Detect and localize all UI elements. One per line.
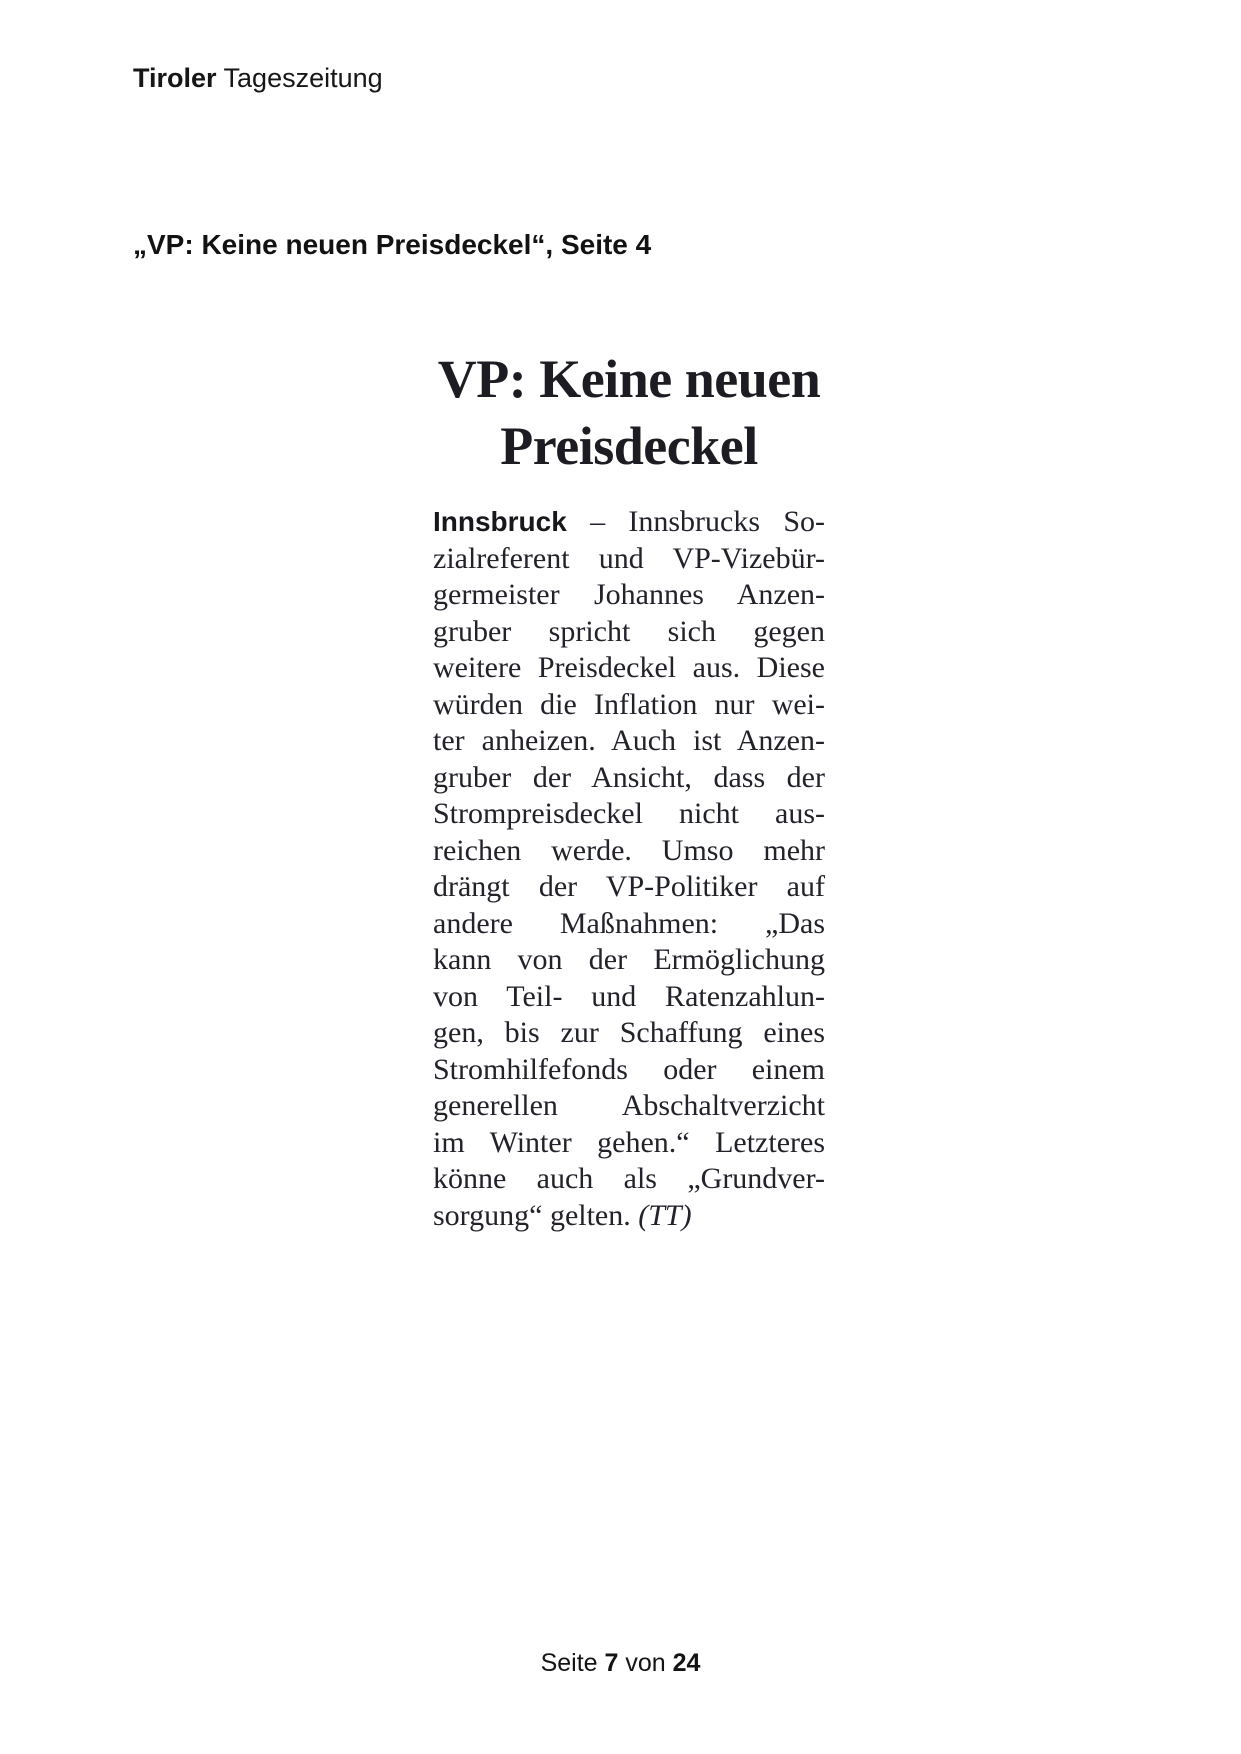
- body-line: reichen werde. Umso mehr: [433, 833, 825, 867]
- body-line: generellen Abschaltverzicht: [433, 1089, 825, 1122]
- body-line-text: sorgung“ gelten.: [433, 1198, 639, 1232]
- dateline-lead-in: Innsbruck: [433, 506, 567, 537]
- body-line: weitere Preisdeckel aus. Diese: [433, 651, 825, 684]
- footer-total-pages: 24: [672, 1649, 701, 1677]
- masthead-brand-regular: Tageszeitung: [216, 63, 383, 93]
- body-line: gen, bis zur Schaffung eines: [433, 1016, 825, 1049]
- article-title: [433, 346, 825, 480]
- body-line: zialreferent und VP-Vizebür-: [433, 541, 825, 575]
- body-line: [433, 504, 825, 541]
- body-line: ter anheizen. Auch ist Anzen-: [433, 724, 825, 757]
- byline: (TT): [638, 1198, 692, 1232]
- body-line: kann von der Ermöglichung: [433, 943, 825, 976]
- page-footer: [0, 1648, 1241, 1678]
- body-line-last: [433, 1198, 825, 1235]
- body-line-text: – Innsbrucks So-: [566, 505, 825, 538]
- footer-current-page: 7: [604, 1649, 619, 1677]
- body-line: von Teil- und Ratenzahlun-: [433, 979, 825, 1013]
- article-title-line1: VP: Keine neuen: [437, 349, 821, 409]
- body-line: Strompreisdeckel nicht aus-: [433, 797, 825, 830]
- article-title-line2: Preisdeckel: [500, 416, 758, 476]
- body-line: im Winter gehen.“ Letzteres: [433, 1125, 825, 1159]
- subject-line: „VP: Keine neuen Preisdeckel“, Seite 4: [133, 229, 652, 260]
- body-line: drängt der VP-Politiker auf: [433, 870, 825, 903]
- body-line: gruber der Ansicht, dass der: [433, 760, 825, 794]
- body-line: andere Maßnahmen: „Das: [433, 906, 825, 940]
- masthead-brand-bold: Tiroler: [133, 63, 217, 93]
- article-body: [433, 504, 825, 1234]
- body-line: Stromhilfefonds oder einem: [433, 1052, 825, 1086]
- body-line: germeister Johannes Anzen-: [433, 578, 825, 611]
- footer-label-von: von: [618, 1649, 673, 1677]
- masthead: [133, 62, 383, 94]
- article-clip: [433, 330, 825, 1234]
- body-line: könne auch als „Grundver-: [433, 1162, 825, 1195]
- footer-label-seite: Seite: [540, 1649, 605, 1677]
- body-line: würden die Inflation nur wei-: [433, 687, 825, 721]
- body-line: gruber spricht sich gegen: [433, 614, 825, 648]
